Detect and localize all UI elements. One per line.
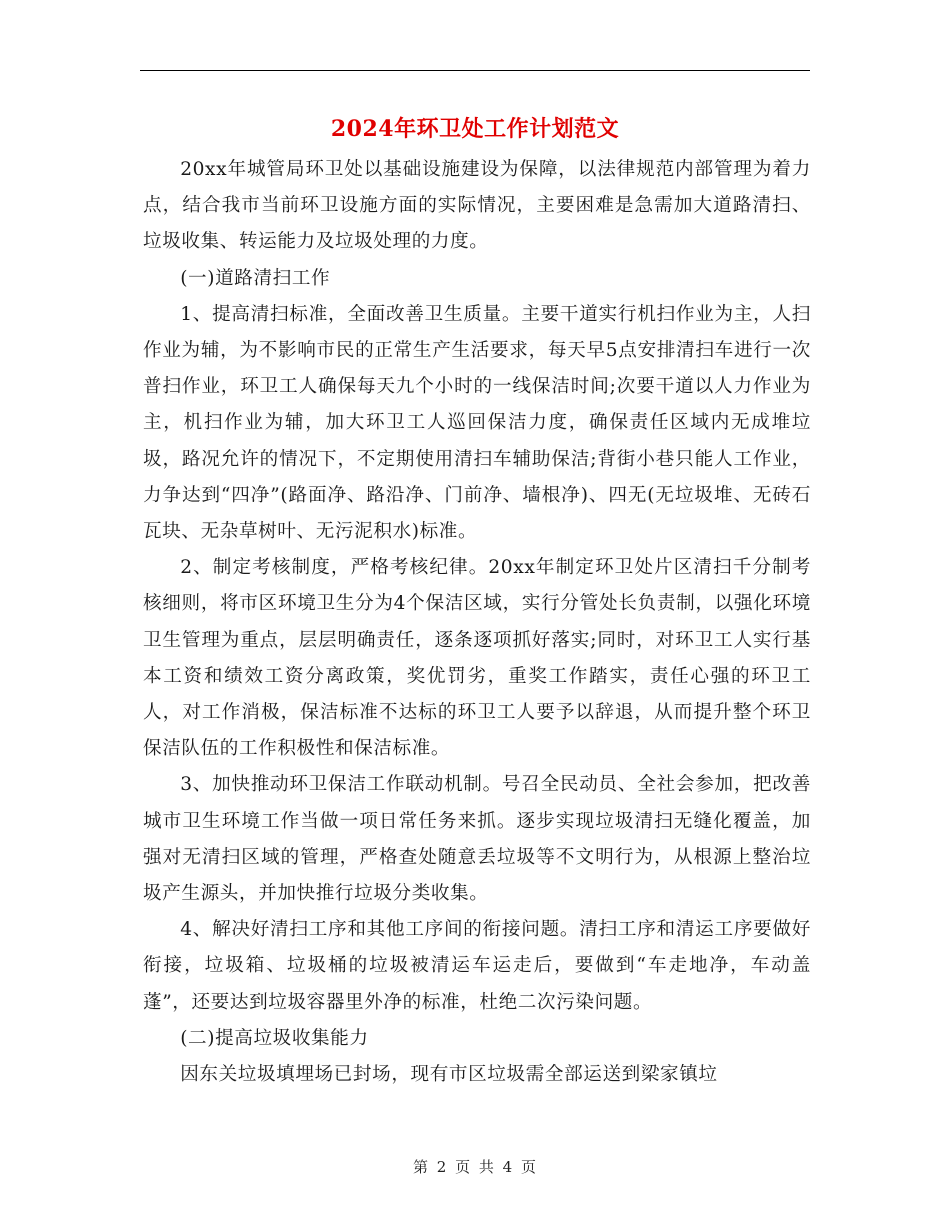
paragraph-item-4: 4、解决好清扫工序和其他工序间的衔接问题。清扫工序和清运工序要做好衔接，垃圾箱、垃圾桶的垃圾被清运车运走后，要做到“车走地净，车动盖蓬”，还要达到垃圾容器里外净的标准，杜绝二次污染问题。 <box>143 919 811 1013</box>
paragraph-garbage-collection: 因东关垃圾填埋场已封场，现有市区垃圾需全部运送到梁家镇垃 <box>180 1064 718 1086</box>
paragraph-item-1: 1、提高清扫标准，全面改善卫生质量。主要干道实行机扫作业为主，人扫作业为辅，为不影响市民的正常生产生活要求，每天早5点安排清扫车进行一次普扫作业，环卫工人确保每天九个小时的一线保洁时间;次要干道以人力作业为主，机扫作业为辅，加大环卫工人巡回保洁力度，确保责任区域内无成堆垃圾，路况允许的情况下，不定期使用清扫车辅助保洁;背街小巷只能人工作业，力争达到“四净”(路面净、路沿净、门前净、墙根净)、四无(无垃圾堆、无砖石瓦块、无杂草树叶、无污泥积水)标准。 <box>143 303 811 543</box>
intro-paragraph: 20xx年城管局环卫处以基础设施建设为保障，以法律规范内部管理为着力点，结合我市当前环卫设施方面的实际情况，主要困难是急需加大道路清扫、垃圾收集、转运能力及垃圾处理的力度。 <box>143 159 811 253</box>
section-heading-road-cleaning: (一)道路清扫工作 <box>180 267 331 289</box>
document-title: 2024年环卫处工作计划范文 <box>330 116 620 142</box>
paragraph-item-3: 3、加快推动环卫保洁工作联动机制。号召全民动员、全社会参加，把改善城市卫生环境工作当做一项日常任务来抓。逐步实现垃圾清扫无缝化覆盖，加强对无清扫区域的管理，严格查处随意丢垃圾等不文明行为，从根源上整治垃圾产生源头，并加快推行垃圾分类收集。 <box>143 774 811 905</box>
document-body <box>143 152 811 1093</box>
page-number: 第 2 页 共 4 页 <box>413 1158 537 1176</box>
section-heading-garbage-collection: (二)提高垃圾收集能力 <box>180 1027 369 1049</box>
paragraph-item-2: 2、制定考核制度，严格考核纪律。20xx年制定环卫处片区清扫千分制考核细则，将市区环境卫生分为4个保洁区域，实行分管处长负责制，以强化环境卫生管理为重点，层层明确责任，逐条逐项抓好落实;同时，对环卫工人实行基本工资和绩效工资分离政策，奖优罚劣，重奖工作踏实，责任心强的环卫工人，对工作消极，保洁标准不达标的环卫工人要予以辞退，从而提升整个环卫保洁队伍的工作积极性和保洁标准。 <box>143 557 811 760</box>
header-rule <box>140 70 810 71</box>
